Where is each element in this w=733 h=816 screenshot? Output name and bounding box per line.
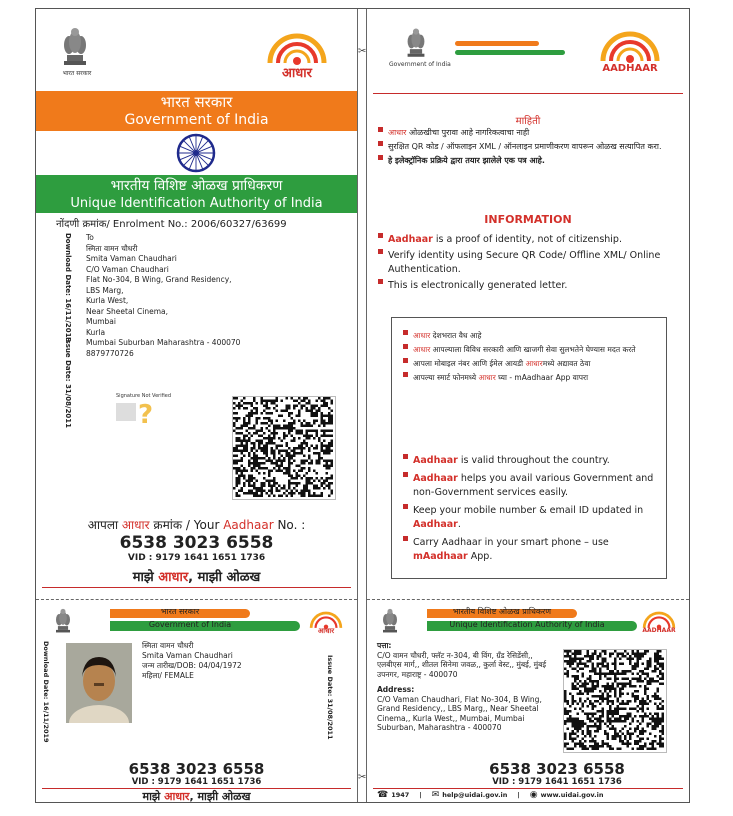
card-uidai-english: Unique Identification Authority of India [449, 620, 605, 629]
national-emblem-icon [379, 607, 401, 635]
address-marathi: C/O वामन चौधरी, फ्लॅट न-304, बी विंग, ग्रँड रेसिडेंसी,, एलबीएस मार्ग,, शीतल सिनेमा जवळ,, कुर्ला वेस्ट,, मुंबई, मुंबई उपनगर, महाराष्ट्र - 400070 [377, 650, 547, 679]
cut-line [367, 599, 689, 600]
aadhaar-sun-icon [306, 607, 346, 629]
tagline-part: , माझी ओळख [189, 790, 251, 802]
orange-stripe [455, 41, 539, 46]
aadhaar-letter [35, 8, 690, 803]
aadhaar-logo-word: आधार [282, 66, 312, 81]
question-mark-icon [116, 399, 166, 429]
card-holder-details [142, 641, 242, 681]
info-box [391, 317, 667, 579]
download-date: Download Date: 16/11/2019 [64, 233, 72, 343]
footer-separator: | [419, 791, 422, 799]
your-aadhaar-label [36, 516, 357, 533]
tagline-part: , माझी ओळख [188, 570, 261, 585]
cut-line [36, 599, 357, 600]
box-english-list [402, 454, 658, 564]
address-line: Smita Vaman Chaudhari [86, 254, 177, 263]
emblem-caption: Government of India [389, 61, 451, 68]
address-line: Kurla [86, 327, 106, 337]
government-band [36, 91, 357, 131]
card-issue-date: Issue Date: 31/08/2011 [326, 655, 334, 740]
box-item: Aadhaar is valid throughout the country. [402, 454, 658, 468]
gov-english: Government of India [124, 112, 269, 128]
address-label: Address: [377, 685, 415, 694]
qr-code [232, 396, 336, 500]
card-vid: VID : 9179 1641 1651 1736 [492, 777, 622, 787]
box-item: Keep your mobile number & email ID updated in Aadhaar. [402, 504, 658, 532]
signature-text: Signature Not Verified [116, 393, 172, 399]
digital-signature [116, 393, 196, 429]
tagline-part: माझे [142, 790, 165, 802]
information-item: This is electronically generated letter. [377, 279, 677, 293]
label-part: No. : [273, 518, 306, 532]
aadhaar-number: 6538 3023 6558 [119, 533, 274, 553]
uidai-english: Unique Identification Authority of India [70, 196, 323, 211]
national-emblem-icon [52, 607, 74, 635]
tagline-part: माझे [132, 570, 159, 585]
address-line: 8879770726 [86, 348, 134, 358]
mahiti-list [377, 127, 667, 167]
red-rule [373, 788, 683, 789]
scissors-icon: ✂ [358, 772, 367, 783]
address-line: Mumbai Suburban Maharashtra - 400070 [86, 338, 241, 347]
qr-code [563, 649, 667, 753]
email-icon: ✉ [431, 790, 440, 800]
aadhaar-logo [639, 607, 679, 637]
aadhaar-sun-icon [262, 25, 332, 65]
scissors-icon: ✂ [358, 46, 367, 57]
card-tagline [36, 789, 357, 802]
green-stripe [455, 50, 565, 55]
box-item: आधार देशभरात वैध आहे [402, 330, 642, 341]
mahiti-item: हे इलेक्ट्रॉनिक प्रक्रिये द्वारा तयार झालेले एक पत्र आहे. [377, 155, 667, 167]
footer-separator: | [517, 791, 520, 799]
holder-name-english: Smita Vaman Chaudhari [142, 651, 233, 660]
issue-date: Issue Date: 31/08/2011 [64, 337, 72, 429]
card-address [377, 641, 557, 733]
enrolment-number: नोंदणी क्रमांक/ Enrolment No.: 2006/60327/63699 [56, 219, 287, 230]
holder-name-marathi: स्मिता वामन चौधरी [142, 641, 194, 650]
address-line: Flat No-304, B Wing, Grand Residency, [86, 275, 232, 284]
address-line: Near Sheetal Cinema, [86, 306, 169, 316]
red-rule [373, 93, 683, 94]
aadhaar-logo-word: आधार [317, 627, 335, 635]
aadhaar-logo-word: AADHAAR [642, 627, 676, 634]
vid-number: VID : 9179 1641 1651 1736 [127, 553, 266, 563]
tagline [36, 567, 357, 585]
mahiti-item: आधार ओळखीचा पुरावा आहे नागरिकत्वाचा नाही [377, 127, 667, 139]
box-item: आधार आपल्याला विविध सरकारी आणि खाजगी सेवा सुलभतेने घेण्यास मदत करते [402, 344, 642, 355]
aadhaar-logo [306, 607, 346, 637]
gov-hindi: भारत सरकार [160, 93, 233, 111]
information-item: Aadhaar is a proof of identity, not of citizenship. [377, 233, 677, 247]
aadhaar-sun-icon [639, 607, 679, 629]
information-list [377, 233, 677, 293]
address-line: Mumbai [86, 317, 116, 326]
address-line: Kurla West, [86, 296, 129, 305]
card-gov-english: Government of India [148, 620, 232, 629]
tagline-part: आधार [158, 570, 189, 585]
national-emblem-icon [58, 25, 92, 77]
label-part: Aadhaar [223, 518, 274, 532]
holder-gender: महिला/ FEMALE [142, 671, 194, 680]
right-panel [367, 9, 689, 802]
red-rule [42, 587, 351, 588]
footer-email: help@uidai.gov.in [442, 791, 508, 799]
svg-text:?: ? [138, 400, 154, 429]
address-line: LBS Marg, [86, 285, 124, 295]
address-label-marathi: पत्ता: [377, 641, 392, 650]
box-marathi-list [402, 330, 642, 383]
card-aadhaar-number: 6538 3023 6558 [489, 760, 625, 778]
box-item: Aadhaar helps you avail various Government and non-Government services easily. [402, 472, 658, 500]
information-title: INFORMATION [484, 213, 572, 226]
left-panel [36, 9, 357, 802]
recipient-address [86, 233, 240, 359]
card-download-date: Download Date: 16/11/2019 [42, 641, 50, 743]
footer-phone: 1947 [391, 791, 410, 799]
footer-web: www.uidai.gov.in [540, 791, 604, 799]
label-part: क्रमांक / Your [149, 518, 224, 532]
address-line: C/O Vaman Chaudhari [86, 264, 169, 274]
emblem-caption: भारत सरकार [62, 70, 92, 77]
label-part: आधार [121, 518, 150, 532]
tagline-part: आधार [164, 790, 190, 802]
address-english: C/O Vaman Chaudhari, Flat No-304, B Wing, Grand Residency,, LBS Marg,, Near Sheetal Cinema,, Kurla West,, Mumbai, Mumbai Suburban, Maharashtra - 400070 [377, 694, 542, 732]
mahiti-title: माहिती [515, 116, 541, 127]
person-photo-icon [66, 643, 132, 723]
card-gov-hindi: भारत सरकार [160, 607, 200, 616]
national-emblem-icon [389, 25, 451, 68]
globe-icon: ◉ [529, 790, 538, 800]
aadhaar-logo-word: AADHAAR [602, 63, 658, 74]
uidai-band [36, 175, 357, 213]
address-line: To [86, 233, 94, 242]
card-aadhaar-number: 6538 3023 6558 [128, 760, 265, 778]
holder-dob: जन्म तारीख/DOB: 04/04/1972 [142, 661, 242, 670]
fold-divider [357, 9, 367, 802]
card-vid: VID : 9179 1641 1651 1736 [131, 777, 262, 787]
aadhaar-logo [595, 23, 665, 75]
box-item: आपल्या स्मार्ट फोनमध्ये आधार घ्या - mAadhaar App वापरा [402, 372, 642, 383]
holder-photo [66, 643, 132, 723]
address-line: स्मिता वामन चौधरी [86, 243, 138, 253]
card-uidai-marathi: भारतीय विशिष्ट ओळख प्राधिकरण [452, 607, 552, 616]
box-item: Carry Aadhaar in your smart phone – use mAadhaar App. [402, 536, 658, 564]
ashoka-chakra-icon [176, 133, 216, 173]
aadhaar-logo [262, 25, 332, 81]
box-item: आपला मोबाइल नंबर आणि ईमेल आयडी आधारमध्ये अद्यावत ठेवा [402, 358, 642, 369]
information-item: Verify identity using Secure QR Code/ Offline XML/ Online Authentication. [377, 249, 677, 277]
uidai-marathi: भारतीय विशिष्ट ओळख प्राधिकरण [110, 178, 283, 194]
aadhaar-sun-icon [595, 23, 665, 63]
phone-icon: ☎ [377, 790, 389, 800]
card-footer [377, 790, 682, 800]
label-part: आपला [87, 518, 122, 532]
mahiti-item: सुरक्षित QR कोड / ऑफलाइन XML / ऑनलाइन प्रमाणीकरण वापरून ओळख सत्यापित करा. [377, 141, 667, 153]
